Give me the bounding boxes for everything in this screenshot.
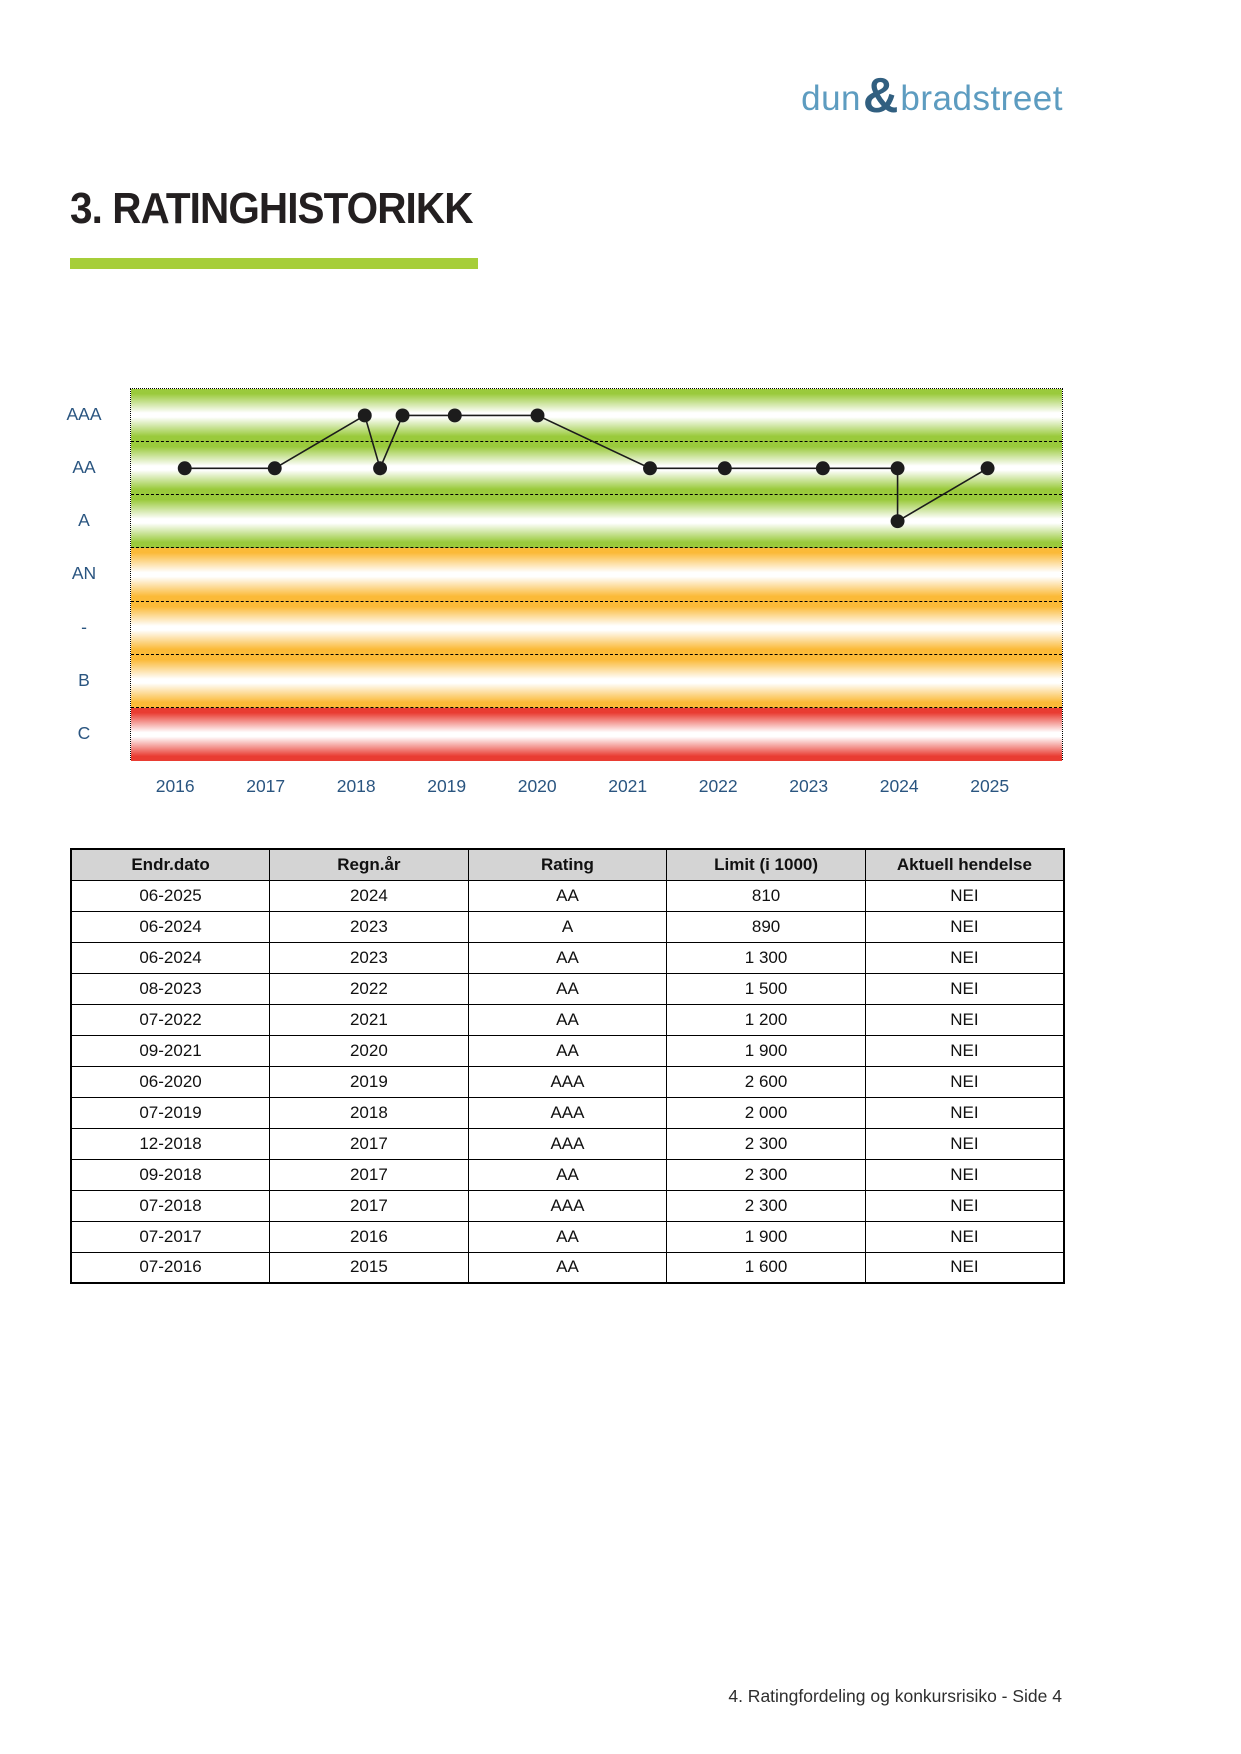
table-cell: 2 300 [667,1159,866,1190]
table-row [71,1252,1064,1283]
table-row [71,1128,1064,1159]
table-cell: AA [468,1159,667,1190]
table-cell: 07-2019 [71,1097,270,1128]
rating-point-09-2018-AA [373,461,387,475]
rating-point-09-2021-AA [643,461,657,475]
table-cell: AAA [468,1097,667,1128]
table-cell: 2 000 [667,1097,866,1128]
table-row [71,1190,1064,1221]
table-cell: NEI [865,1004,1064,1035]
y-axis-label: - [81,616,87,637]
table-cell: 07-2017 [71,1221,270,1252]
table-cell: 09-2018 [71,1159,270,1190]
table-header [71,849,1064,880]
column-header: Endr.dato [71,849,270,880]
table-row [71,911,1064,942]
table-cell: NEI [865,942,1064,973]
dun-bradstreet-logo [801,69,1063,124]
table-row [71,973,1064,1004]
table-cell: NEI [865,911,1064,942]
x-axis-label: 2025 [970,776,1010,796]
table-row [71,1004,1064,1035]
table-row [71,880,1064,911]
chart-plot-area [130,388,1063,760]
table-cell: 08-2023 [71,973,270,1004]
rating-point-06-2024-AA [891,461,905,475]
table-row [71,1159,1064,1190]
table-cell: AAA [468,1128,667,1159]
table-cell: 2023 [270,911,469,942]
rating-point-07-2016-AA [178,461,192,475]
table-row [71,1097,1064,1128]
column-header: Regn.år [270,849,469,880]
logo-word-bradstreet: bradstreet [900,79,1063,119]
rating-point-07-2022-AA [718,461,732,475]
table-cell: 2024 [270,880,469,911]
rating-series [131,389,1062,759]
table-cell: NEI [865,1097,1064,1128]
chart-x-axis [130,776,1063,800]
rating-point-08-2023-AA [816,461,830,475]
table-cell: 07-2016 [71,1252,270,1283]
table-cell: 1 300 [667,942,866,973]
footer-page-label: 4. Ratingfordeling og konkursrisiko - Side 4 [728,1686,1062,1706]
table-cell: 2017 [270,1128,469,1159]
table-cell: 2022 [270,973,469,1004]
table-cell: 2 600 [667,1066,866,1097]
x-axis-label: 2019 [427,776,467,796]
y-axis-label: AA [72,457,96,478]
table-cell: NEI [865,1128,1064,1159]
table-cell: NEI [865,1066,1064,1097]
table-cell: AA [468,1252,667,1283]
x-axis-label: 2024 [879,776,919,796]
table-cell: AA [468,942,667,973]
column-header: Limit (i 1000) [667,849,866,880]
page-footer [0,1686,1062,1707]
table-cell: 810 [667,880,866,911]
table-cell: 2 300 [667,1128,866,1159]
y-axis-label: AN [71,563,97,584]
title-underline-bar [70,258,478,269]
table-cell: 1 600 [667,1252,866,1283]
table-header-row [71,849,1064,880]
table-cell: 06-2024 [71,942,270,973]
table-cell: AA [468,1035,667,1066]
table-row [71,1035,1064,1066]
table-cell: 2023 [270,942,469,973]
column-header: Aktuell hendelse [865,849,1064,880]
logo-word-dun: dun [801,79,862,119]
rating-point-07-2017-AA [268,461,282,475]
table-cell: 07-2018 [71,1190,270,1221]
table-cell: A [468,911,667,942]
table-cell: NEI [865,1221,1064,1252]
table-cell: NEI [865,1190,1064,1221]
table-cell: AA [468,1004,667,1035]
table-cell: 2016 [270,1221,469,1252]
table-cell: AA [468,973,667,1004]
table-body [71,880,1064,1283]
rating-point-07-2018-AAA [358,408,372,422]
rating-point-07-2019-AAA [448,408,462,422]
table-cell: NEI [865,1159,1064,1190]
table-cell: AAA [468,1190,667,1221]
y-axis-label: A [78,510,90,531]
table-cell: 2018 [270,1097,469,1128]
table-row [71,942,1064,973]
table-cell: 07-2022 [71,1004,270,1035]
table-cell: 2017 [270,1190,469,1221]
table-row [71,1066,1064,1097]
rating-history-table [70,848,1065,1284]
table-cell: 2 300 [667,1190,866,1221]
table-cell: AA [468,880,667,911]
table-cell: 1 500 [667,973,866,1004]
table-cell: 2017 [270,1159,469,1190]
table-cell: NEI [865,973,1064,1004]
rating-trend-line [185,415,988,521]
table-cell: 2021 [270,1004,469,1035]
y-axis-label: AAA [66,404,102,424]
y-axis-label: C [77,722,91,743]
table-cell: 1 900 [667,1221,866,1252]
table-cell: 1 200 [667,1004,866,1035]
y-axis-label: B [78,669,90,690]
table-cell: 06-2020 [71,1066,270,1097]
table-cell: 2020 [270,1035,469,1066]
table-cell: AA [468,1221,667,1252]
table-cell: AAA [468,1066,667,1097]
x-axis-label: 2022 [698,776,738,796]
rating-point-06-2020-AAA [531,408,545,422]
table-cell: 2015 [270,1252,469,1283]
x-axis-label: 2021 [608,776,648,796]
table-cell: 1 900 [667,1035,866,1066]
table-cell: NEI [865,1035,1064,1066]
table-cell: 06-2024 [71,911,270,942]
table-cell: 2019 [270,1066,469,1097]
logo-ampersand-icon: & [863,69,899,123]
table-cell: 12-2018 [71,1128,270,1159]
table-cell: 890 [667,911,866,942]
table-row [71,1221,1064,1252]
chart-y-axis [52,388,116,760]
column-header: Rating [468,849,667,880]
table-cell: NEI [865,880,1064,911]
rating-point-06-2025-AA [981,461,995,475]
x-axis-label: 2018 [336,776,376,796]
table-cell: NEI [865,1252,1064,1283]
x-axis-label: 2023 [789,776,829,796]
x-axis-label: 2020 [517,776,557,796]
rating-point-06-2024-A [891,514,905,528]
table-cell: 06-2025 [71,880,270,911]
rating-point-12-2018-AAA [396,408,410,422]
table-cell: 09-2021 [71,1035,270,1066]
page-title: 3. RATINGHISTORIKK [70,184,473,233]
x-axis-label: 2016 [155,776,195,796]
x-axis-label: 2017 [246,776,286,796]
